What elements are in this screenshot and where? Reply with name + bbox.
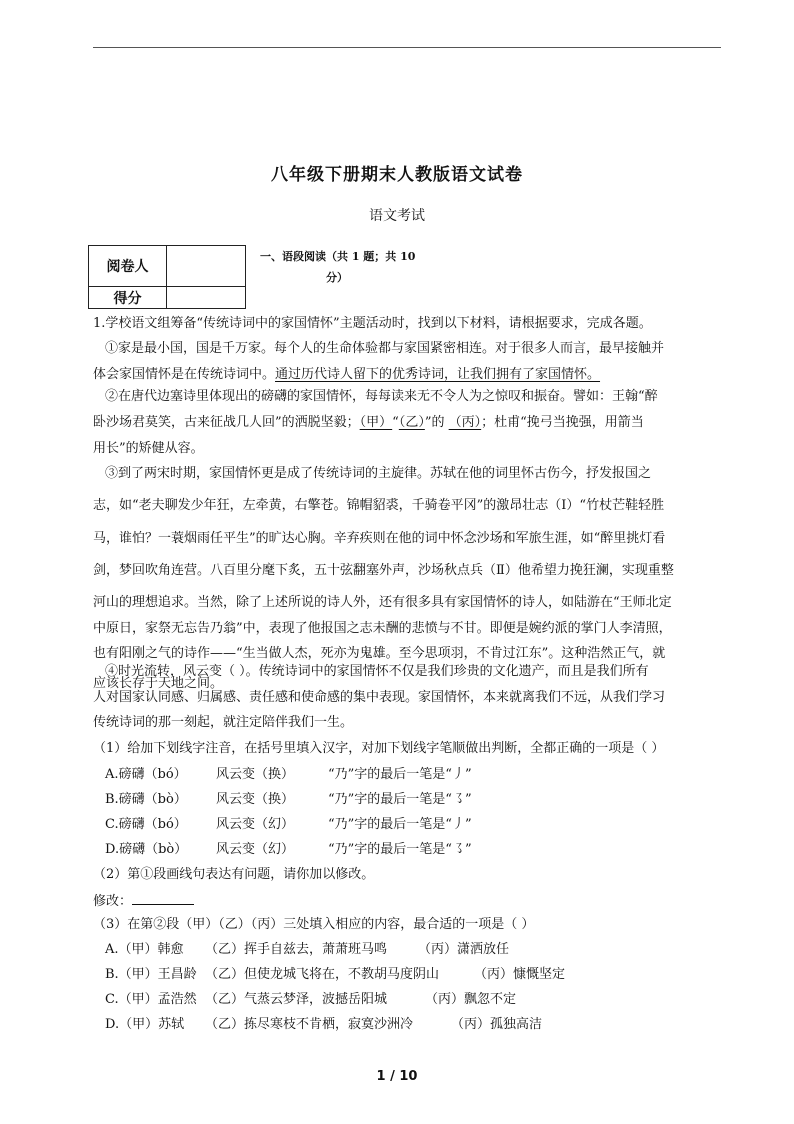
page-number: 1 / 10 bbox=[376, 1069, 418, 1084]
paragraph-3-line-8: 应该长存于天地之间。 bbox=[93, 676, 224, 691]
section-heading-line2: 分） bbox=[326, 271, 348, 284]
blank-bing: （丙） bbox=[448, 415, 482, 430]
q1-option-a-pinyin: A.磅礴（bó） bbox=[105, 767, 187, 782]
q3-option-c-jia: C.（甲）孟浩然 bbox=[105, 992, 197, 1007]
q1-option-b-char: 风云变（换） bbox=[216, 792, 295, 807]
q1-option-a[interactable] bbox=[105, 766, 472, 784]
paragraph-2-line-1: ②在唐代边塞诗里体现出的磅礴的家国情怀，每每读来无不令人为之惊叹和振奋。譬如：王翰“醉 bbox=[105, 389, 658, 404]
q3-option-b[interactable] bbox=[105, 966, 565, 984]
p2-quote-open: “ bbox=[392, 415, 399, 430]
score-table bbox=[88, 245, 246, 309]
paragraph-1-line-1: ①家是最小国，国是千万家。每个人的生命体验都与家国紧密相连。对于很多人而言，最早接触并 bbox=[105, 341, 665, 356]
q3-option-d[interactable] bbox=[105, 1016, 542, 1034]
grader-label: 阅卷人 bbox=[89, 246, 167, 287]
q1-option-a-char: 风云变（换） bbox=[216, 767, 295, 782]
q1-option-d-pinyin: D.磅礴（bò） bbox=[105, 842, 188, 857]
q3-option-c-bing: （丙）飘忽不定 bbox=[425, 992, 517, 1007]
question-1-stem: （1）给加下划线字注音，在括号里填入汉字，对加下划线字笔顺做出判断，全都正确的一项是（ ） bbox=[93, 741, 665, 756]
p2-text-g: ；杜甫“挽弓当挽强，用箭当 bbox=[481, 415, 644, 430]
p2-text-de: ”的 bbox=[424, 415, 445, 430]
q1-option-d-char: 风云变（幻） bbox=[216, 842, 295, 857]
section-heading-line1: 一、语段阅读（共 1 题；共 10 bbox=[260, 250, 416, 263]
q1-option-d[interactable] bbox=[105, 841, 472, 859]
paragraph-1-line-2 bbox=[93, 366, 600, 384]
q3-option-b-bing: （丙）慷慨坚定 bbox=[474, 967, 566, 982]
paragraph-3-line-4: 剑，梦回吹角连营。八百里分麾下炙，五十弦翻塞外声，沙场秋点兵（Ⅱ）他希望力挽狂澜，实现重整 bbox=[93, 563, 674, 578]
q1-option-b[interactable] bbox=[105, 791, 472, 809]
q1-option-c-stroke: “乃”字的最后一笔是“丿” bbox=[328, 817, 472, 832]
q3-option-d-bing: （丙）孤独高洁 bbox=[451, 1017, 543, 1032]
q3-option-a-yi: （乙）挥手自兹去，萧萧班马鸣 bbox=[205, 942, 388, 957]
paragraph-3-line-6: 中原日，家祭无忘告乃翁”中，表现了他报国之志未酬的悲愤与不甘。即便是婉约派的掌门人李清照， bbox=[93, 621, 672, 636]
q3-option-c-yi: （乙）气蒸云梦泽，波撼岳阳城 bbox=[205, 992, 388, 1007]
q3-option-b-yi: （乙）但使龙城飞将在，不教胡马度阴山 bbox=[205, 967, 440, 982]
p2-text-a: 卧沙场君莫笑，古来征战几人回”的洒脱坚毅； bbox=[93, 415, 360, 430]
paragraph-3-line-3: 马，谁怕？一蓑烟雨任平生”的旷达心胸。辛弃疾则在他的词中怀念沙场和军旅生涯，如“醉里挑灯看 bbox=[93, 531, 666, 546]
q3-option-c[interactable] bbox=[105, 991, 516, 1009]
blank-yi: （乙） bbox=[398, 415, 425, 430]
q1-option-b-pinyin: B.磅礴（bò） bbox=[105, 792, 187, 807]
paragraph-4-line-3: 传统诗词的那一刻起，就注定陪伴我们一生。 bbox=[93, 715, 354, 730]
grader-cell bbox=[167, 246, 246, 287]
blank-jia: （甲） bbox=[359, 415, 393, 430]
paragraph-2-line-2 bbox=[93, 414, 644, 432]
paragraph-4-line-2: 人对国家认同感、归属感、责任感和使命感的集中表现。家国情怀，本来就离我们不远，从我们学习 bbox=[93, 690, 666, 705]
q3-option-a-jia: A.（甲）韩愈 bbox=[105, 942, 184, 957]
revise-label: 修改： bbox=[93, 894, 133, 909]
q3-option-a[interactable] bbox=[105, 941, 509, 959]
q3-option-d-yi: （乙）拣尽寒枝不肯栖，寂寞沙洲冷 bbox=[205, 1017, 414, 1032]
question-2-answer bbox=[93, 891, 194, 911]
q1-option-a-stroke: “乃”字的最后一笔是“丿” bbox=[328, 767, 472, 782]
paragraph-4-line-1: ④时光流转，风云变（ ）。传统诗词中的家国情怀不仅是我们珍贵的文化遗产，而且是我们所有 bbox=[105, 664, 649, 679]
p1-text: 体会家国情怀是在传统诗词中。 bbox=[93, 367, 276, 382]
question-3-stem: （3）在第②段（甲）（乙）（丙）三处填入相应的内容，最合适的一项是（ ） bbox=[93, 917, 535, 932]
section-heading bbox=[260, 246, 430, 288]
q3-option-a-bing: （丙）潇洒放任 bbox=[418, 942, 510, 957]
question-2-stem: （2）第①段画线句表达有问题，请你加以修改。 bbox=[93, 867, 375, 882]
q1-option-d-stroke: “乃”字的最后一笔是“㇌” bbox=[328, 842, 472, 857]
question-intro: 1.学校语文组筹备“传统诗词中的家国情怀”主题活动时，找到以下材料，请根据要求，完成各题。 bbox=[93, 316, 652, 331]
q3-option-d-jia: D.（甲）苏轼 bbox=[105, 1017, 185, 1032]
paragraph-3-line-5: 河山的理想追求。当然，除了上述所说的诗人外，还有很多具有家国情怀的诗人，如陆游在“王师北定 bbox=[93, 595, 672, 610]
score-cell bbox=[167, 287, 246, 309]
paragraph-3-line-7: 也有阳刚之气的诗作——“生当做人杰，死亦为鬼雄。至今思项羽，不肯过江东”。这种浩然正气，就 bbox=[93, 646, 666, 661]
q1-option-c-char: 风云变（幻） bbox=[216, 817, 295, 832]
q1-option-c-pinyin: C.磅礴（bó） bbox=[105, 817, 187, 832]
underlined-sentence: 通过历代诗人留下的优秀诗词，让我们拥有了家国情怀。 bbox=[275, 367, 601, 382]
page-title: 八年级下册期末人教版语文试卷 bbox=[271, 165, 523, 185]
page-subtitle: 语文考试 bbox=[369, 208, 425, 224]
paragraph-3-line-2: 志，如“老夫聊发少年狂，左牵黄，右擎苍。锦帽貂裘，千骑卷平冈”的激昂壮志（Ⅰ）“竹杖芒鞋轻胜 bbox=[93, 498, 665, 513]
revise-answer-field[interactable] bbox=[132, 891, 194, 905]
paragraph-3-line-1: ③到了两宋时期，家国情怀更是成了传统诗词的主旋律。苏轼在他的词里怀古伤今，抒发报国之 bbox=[105, 466, 652, 481]
paragraph-2-line-3: 用长”的矫健从容。 bbox=[93, 441, 204, 456]
q3-option-b-jia: B.（甲）王昌龄 bbox=[105, 967, 197, 982]
q1-option-c[interactable] bbox=[105, 816, 472, 834]
header-rule bbox=[93, 47, 721, 48]
q1-option-b-stroke: “乃”字的最后一笔是“㇌” bbox=[328, 792, 472, 807]
score-label: 得分 bbox=[89, 287, 167, 309]
